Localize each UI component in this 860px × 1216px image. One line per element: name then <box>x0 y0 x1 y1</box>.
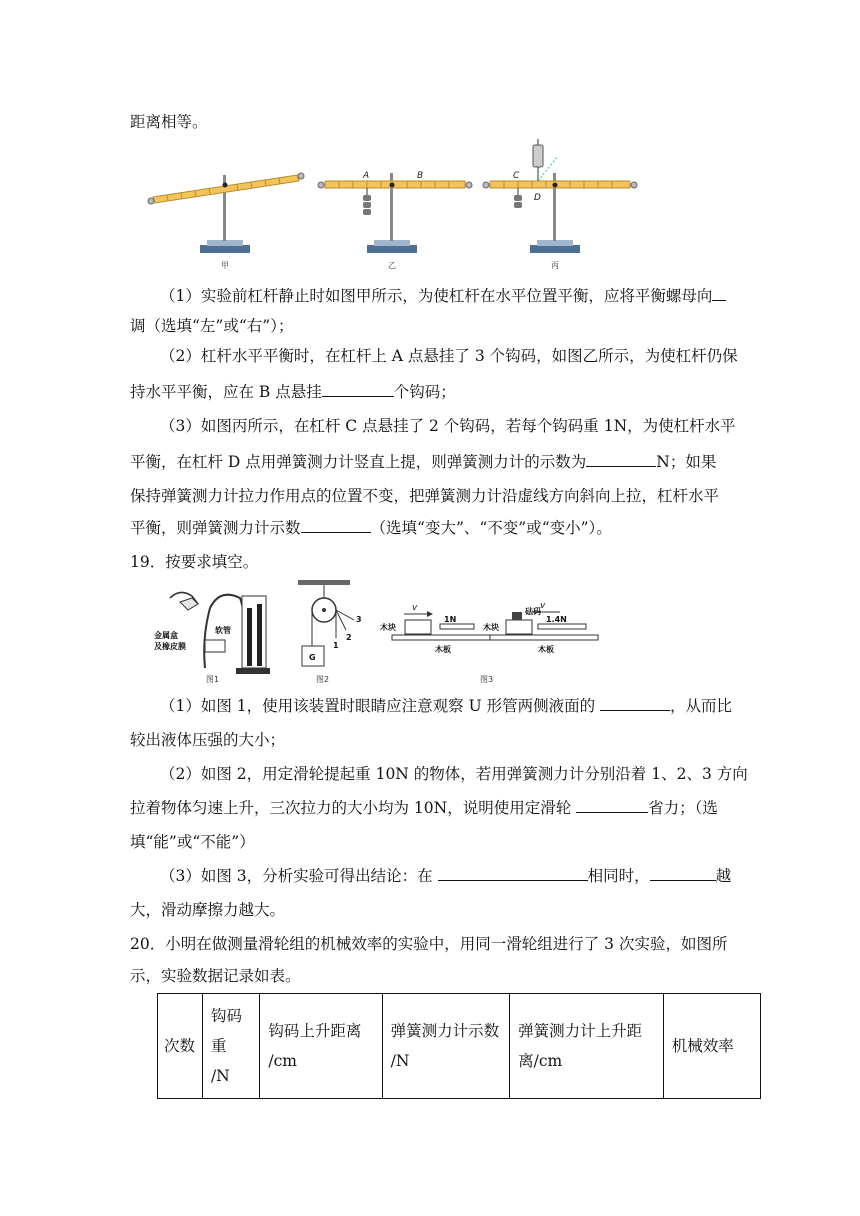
answer-blank[interactable] <box>600 695 670 711</box>
header-count: 次数 <box>158 994 203 1099</box>
caption-fig3: 图3 <box>480 675 494 684</box>
q18-part3-line2: 平衡，在杠杆 D 点用弹簧测力计竖直上提，则弹簧测力计的示数为 N；如果 <box>130 453 717 471</box>
answer-blank[interactable] <box>712 285 726 301</box>
q18-part3-line1: （3）如图丙所示，在杠杆 C 点悬挂了 2 个钩码，若每个钩码重 1N，为使杠杆水平 <box>160 417 736 435</box>
svg-text:木板: 木板 <box>435 645 451 654</box>
svg-text:B: B <box>417 171 424 181</box>
svg-text:软管: 软管 <box>215 626 231 635</box>
intro-tail-text: 距离相等。 <box>130 113 208 131</box>
answer-blank[interactable] <box>322 381 394 397</box>
q19-title: 19．按要求填空。 <box>130 553 259 571</box>
svg-text:v: v <box>412 603 418 613</box>
q19-part2-line1: （2）如图 2，用定滑轮提起重 10N 的物体，若用弹簧测力计分别沿着 1、2、3 方向 <box>160 765 748 783</box>
svg-text:1.4N: 1.4N <box>546 615 567 624</box>
q19-part1-line2: 较出液体压强的大小； <box>130 731 286 749</box>
svg-text:1N: 1N <box>444 615 457 624</box>
q18-part3-line3: 保持弹簧测力计拉力作用点的位置不变，把弹簧测力计沿虚线方向斜向上拉，杠杆水平 <box>130 487 720 505</box>
answer-blank[interactable] <box>438 865 588 881</box>
header-weight: 钩码 重 /N <box>202 994 259 1099</box>
q19-part3-line1: （3）如图 3，分析实验可得出结论：在 相同时， 越 <box>160 867 732 885</box>
q20-data-table <box>157 993 761 1099</box>
caption-fig2: 图2 <box>316 675 330 684</box>
table-header-row <box>158 994 761 1099</box>
caption-fig1: 图1 <box>206 675 220 684</box>
q20-line1: 20．小明在做测量滑轮组的机械效率的实验中，用同一滑轮组进行了 3 次实验，如图所 <box>130 935 728 953</box>
q18-part1-line1: （1）实验前杠杆静止时如图甲所示，为使杠杆在水平位置平衡，应将平衡螺母向 <box>160 285 726 307</box>
svg-text:木块: 木块 <box>483 623 499 632</box>
lever-yi <box>318 171 472 270</box>
svg-text:v: v <box>540 601 546 611</box>
svg-text:木板: 木板 <box>538 645 554 654</box>
header-scale-reading: 弹簧测力计示数 /N <box>382 994 509 1099</box>
q18-part3-line4: 平衡，则弹簧测力计示数 （选填“变大”、“不变”或“变小”）。 <box>130 519 612 537</box>
q20-line2: 示，实验数据记录如表。 <box>130 967 301 985</box>
caption-bing: 丙 <box>551 261 559 270</box>
manometer-figure <box>154 592 270 684</box>
pulley-figure <box>298 580 362 684</box>
answer-blank[interactable] <box>576 797 648 813</box>
q19-part3-line2: 大，滑动摩擦力越大。 <box>130 901 286 919</box>
q19-part1-line1: （1）如图 1，使用该装置时眼睛应注意观察 U 形管两侧液面的 ，从而比 <box>160 697 733 715</box>
svg-text:砝码: 砝码 <box>525 607 541 616</box>
q18-part1-line2: 调（选填“左”或“右”）； <box>130 317 294 335</box>
svg-text:及橡皮膜: 及橡皮膜 <box>154 642 186 651</box>
q18-part2-line2: 持水平平衡，应在 B 点悬挂 个钩码； <box>130 383 456 401</box>
svg-text:D: D <box>534 193 541 203</box>
caption-yi: 乙 <box>388 261 396 270</box>
header-scale-distance: 弹簧测力计上升距 离/cm <box>510 994 664 1099</box>
answer-blank[interactable] <box>650 865 716 881</box>
q19-part2-line3: 填“能”或“不能”） <box>130 833 255 851</box>
lever-jia <box>148 173 304 270</box>
q19-part2-line2: 拉着物体匀速上升，三次拉力的大小均为 10N，说明使用定滑轮 省力；（选 <box>130 799 718 817</box>
caption-jia: 甲 <box>221 261 229 270</box>
svg-text:G: G <box>309 653 316 662</box>
answer-blank[interactable] <box>586 451 656 467</box>
friction-figure <box>380 601 598 684</box>
answer-blank[interactable] <box>301 517 371 533</box>
header-lift-distance: 钩码上升距离 /cm <box>260 994 382 1099</box>
svg-text:C: C <box>513 171 520 181</box>
svg-text:木块: 木块 <box>380 623 396 632</box>
svg-text:2: 2 <box>346 633 352 642</box>
lever-bing <box>483 139 637 270</box>
svg-text:3: 3 <box>356 615 362 624</box>
header-efficiency: 机械效率 <box>663 994 760 1099</box>
svg-text:1: 1 <box>333 641 339 650</box>
lever-figure <box>145 135 645 275</box>
q19-figure <box>150 578 760 686</box>
q18-part2-line1: （2）杠杆水平平衡时，在杠杆上 A 点悬挂了 3 个钩码，如图乙所示，为使杠杆仍保 <box>160 347 738 365</box>
svg-text:A: A <box>363 171 370 181</box>
svg-text:金属盒: 金属盒 <box>154 631 178 640</box>
